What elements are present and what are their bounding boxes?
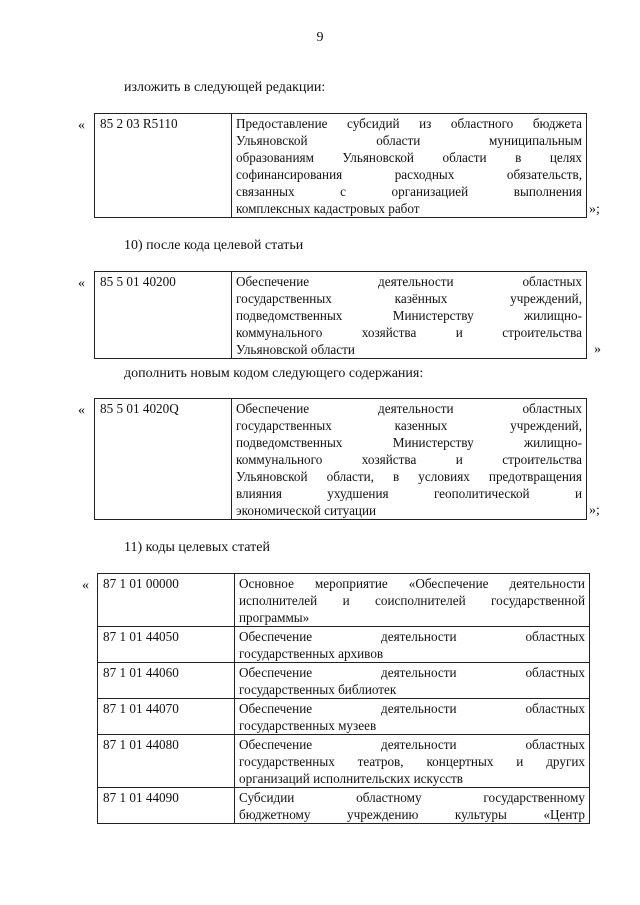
desc-line: государственных казённых учреждений, — [236, 291, 582, 306]
code-cell: 87 1 01 44050 — [98, 627, 235, 663]
item-10-line: 10) после кода целевой статьи — [124, 238, 304, 253]
code-cell: 87 1 01 44090 — [98, 788, 235, 824]
desc-line: бюджетному учреждению культуры «Центр — [239, 807, 585, 822]
desc-line: подведомственных Министерству жилищно- — [236, 308, 582, 323]
quote-close-2: » — [594, 342, 601, 357]
quote-open-1: « — [78, 118, 85, 133]
table-row — [98, 788, 590, 824]
desc-line: коммунального хозяйства и строительства — [236, 325, 582, 340]
desc-line: государственных казенных учреждений, — [236, 418, 582, 433]
desc-line: государственных музеев — [239, 718, 377, 733]
desc-line: Обеспечение деятельности областных — [236, 274, 582, 289]
code-cell: 85 5 01 4020Q — [95, 399, 232, 520]
desc-line: организаций исполнительских искусств — [239, 771, 464, 786]
desc-line: связанных с организацией выполнения — [236, 184, 582, 199]
table-row — [98, 574, 590, 627]
desc-line: Обеспечение деятельности областных — [239, 629, 585, 644]
desc-line: Субсидии областному государственному — [239, 790, 585, 805]
description-cell — [232, 272, 587, 359]
code-cell: 87 1 01 44070 — [98, 699, 235, 735]
quote-open-3: « — [78, 403, 85, 418]
table-row — [95, 114, 587, 218]
desc-line: Обеспечение деятельности областных — [236, 401, 582, 416]
description-cell — [235, 735, 590, 788]
code-cell: 85 2 03 R5110 — [95, 114, 232, 218]
table-row — [98, 663, 590, 699]
quote-open-4: « — [82, 578, 89, 593]
desc-line: образованиям Ульяновской области в целях — [236, 150, 582, 165]
desc-line: программы» — [239, 610, 310, 625]
table-row — [98, 735, 590, 788]
desc-line: коммунального хозяйства и строительства — [236, 452, 582, 467]
table-row — [98, 699, 590, 735]
desc-line: Предоставление субсидий из областного бюджета — [236, 116, 582, 131]
desc-line: государственных архивов — [239, 646, 384, 661]
page-number: 9 — [316, 30, 324, 45]
table-row — [95, 399, 587, 520]
intro-line: изложить в следующей редакции: — [124, 80, 326, 95]
desc-line: Обеспечение деятельности областных — [239, 665, 585, 680]
description-cell — [232, 399, 587, 520]
desc-line: Основное мероприятие «Обеспечение деятельности — [239, 576, 585, 591]
table-3 — [94, 398, 587, 520]
desc-line: экономической ситуации — [236, 503, 377, 518]
code-cell: 87 1 01 44060 — [98, 663, 235, 699]
desc-line: Ульяновской области — [236, 342, 355, 357]
code-cell: 85 5 01 40200 — [95, 272, 232, 359]
description-cell — [232, 114, 587, 218]
code-cell: 87 1 01 00000 — [98, 574, 235, 627]
quote-close-3: »; — [589, 503, 600, 518]
desc-line: влияния ухудшения геополитической и — [236, 486, 582, 501]
desc-line: Ульяновской области муниципальным — [236, 133, 582, 148]
table-4 — [97, 573, 590, 824]
add-code-line: дополнить новым кодом следующего содержания: — [124, 366, 424, 381]
description-cell — [235, 627, 590, 663]
desc-line: Обеспечение деятельности областных — [239, 701, 585, 716]
desc-line: Ульяновской области, в условиях предотвращения — [236, 469, 582, 484]
quote-close-1: »; — [589, 202, 600, 217]
quote-open-2: « — [78, 276, 85, 291]
desc-line: Обеспечение деятельности областных — [239, 737, 585, 752]
desc-line: подведомственных Министерству жилищно- — [236, 435, 582, 450]
description-cell — [235, 699, 590, 735]
description-cell — [235, 788, 590, 824]
table-row — [98, 627, 590, 663]
desc-line: государственных библиотек — [239, 682, 397, 697]
desc-line: государственных театров, концертных и других — [239, 754, 585, 769]
desc-line: исполнителей и соисполнителей государственной — [239, 593, 585, 608]
desc-line: комплексных кадастровых работ — [236, 201, 420, 216]
item-11-line: 11) коды целевых статей — [124, 540, 270, 555]
table-1 — [94, 113, 587, 218]
desc-line: софинансирования расходных обязательств, — [236, 167, 582, 182]
table-row — [95, 272, 587, 359]
table-2 — [94, 271, 587, 359]
description-cell — [235, 663, 590, 699]
description-cell — [235, 574, 590, 627]
code-cell: 87 1 01 44080 — [98, 735, 235, 788]
